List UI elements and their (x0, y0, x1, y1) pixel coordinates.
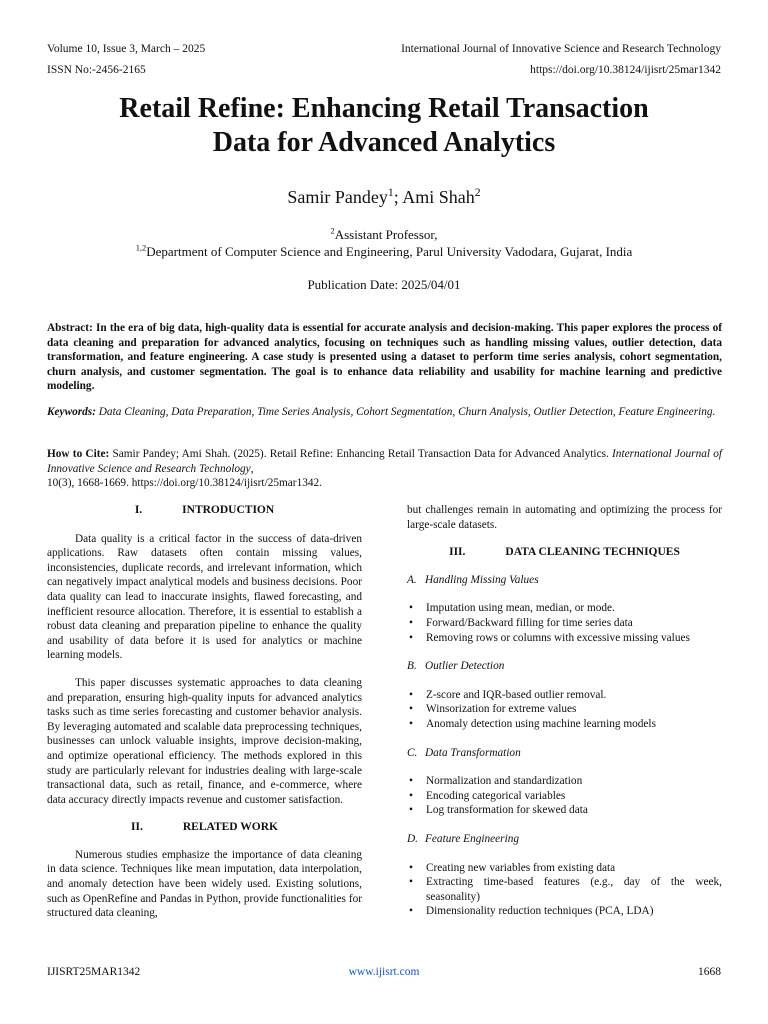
list-item: • Creating new variables from existing data (407, 861, 722, 876)
affiliation-title: Assistant Professor, (334, 227, 438, 242)
bullet-list-feature-engineering (407, 861, 722, 919)
list-item: • Log transformation for skewed data (407, 803, 722, 818)
header-volume: Volume 10, Issue 3, March – 2025 (47, 43, 206, 55)
list-item: • Anomaly detection using machine learning models (407, 717, 722, 732)
list-item: • Winsorization for extreme values (407, 702, 722, 717)
intro-paragraph-2: This paper discusses systematic approaches to data cleaning and preparation, ensuring high-quality inputs for advanced analytics tasks such as time series forecasting and customer behavior analysis. By leveraging automated and scalable data preprocessing techniques, businesses can unlock valuable insights, improve decision-making, and optimize operational efficiency. The methods explored in this study are particularly relevant for industries dealing with large-scale transactional data, such as retail, finance, and e-commerce, where data accuracy directly impacts revenue and customer satisfaction. (47, 676, 362, 806)
list-item: • Removing rows or columns with excessive missing values (407, 631, 722, 646)
section-title: RELATED WORK (182, 821, 278, 834)
paper-title-line2: Data for Advanced Analytics (212, 127, 556, 158)
keywords (47, 405, 722, 420)
section-number: I. (134, 504, 143, 516)
section-number: III. (449, 546, 466, 559)
author-line (0, 187, 768, 208)
bullet-list-missing-values (407, 601, 722, 645)
left-column (47, 503, 362, 921)
subsection-heading-outlier-detection: B. Outlier Detection (407, 660, 505, 673)
right-column (407, 503, 722, 919)
paper-title (0, 92, 768, 160)
author-1: Samir Pandey (287, 187, 388, 207)
subsection-heading-data-transformation: C. Data Transformation (407, 746, 521, 759)
author-2-sup: 2 (474, 186, 481, 199)
section-number: II. (131, 821, 143, 834)
header-journal: International Journal of Innovative Science and Research Technology (401, 43, 721, 55)
header-doi: https://doi.org/10.38124/ijisrt/25mar1342 (530, 64, 721, 76)
list-item: • Extracting time-based features (e.g., day of the week, seasonality) (407, 875, 722, 904)
affiliation-sup1: 2 (330, 225, 335, 236)
subsection-heading-missing-values: A. Handling Missing Values (407, 573, 539, 586)
author-1-sup: 1 (387, 186, 394, 199)
author-2: Ami Shah (402, 187, 475, 207)
cite-text-end: , (250, 462, 254, 475)
list-item: • Imputation using mean, median, or mode. (407, 601, 722, 616)
list-item: • Forward/Backward filling for time series data (407, 616, 722, 631)
subsection-heading-feature-engineering: D. Feature Engineering (407, 832, 520, 845)
cite-journal: International Journal of Innovative Science and Research Technology (47, 448, 722, 475)
section-heading-related-work (47, 820, 362, 835)
footer-paper-id: IJISRT25MAR1342 (47, 966, 141, 978)
footer-page-number: 1668 (698, 966, 721, 978)
affiliation-line2 (0, 244, 768, 260)
how-to-cite (47, 447, 722, 491)
related-paragraph-continued: but challenges remain in automating and optimizing the process for large-scale datasets. (407, 504, 722, 531)
paper-title-line1: Retail Refine: Enhancing Retail Transaction (119, 93, 649, 124)
affiliation-dept: Department of Computer Science and Engineering, Parul University Vadodara, Gujarat, India (146, 244, 633, 259)
cite-label: How to Cite: (47, 448, 110, 460)
publication-date: Publication Date: 2025/04/01 (307, 277, 461, 292)
affiliation-sup2: 1,2 (135, 242, 147, 253)
section-title: INTRODUCTION (182, 504, 275, 516)
list-item: • Dimensionality reduction techniques (PCA, LDA) (407, 904, 722, 919)
affiliation-line1 (0, 227, 768, 243)
section-heading-data-cleaning (407, 545, 722, 560)
abstract-label: Abstract: (47, 322, 93, 334)
keywords-text: Data Cleaning, Data Preparation, Time Series Analysis, Cohort Segmentation, Churn Analysis, Outlier Detection, Feature Engineering. (95, 406, 716, 418)
bullet-list-outlier-detection (407, 688, 722, 732)
intro-paragraph-1: Data quality is a critical factor in the success of data-driven applications. Raw datasets often contain missing values, inconsistencies, duplicate records, and irrelevant information, which can negatively impact analytical models and business decisions. Poor data quality can lead to inaccurate insights, flawed forecasting, and inefficient resource allocation. Therefore, it is essential to establish a robust data cleaning and preparation pipeline to enhance the quality and usability of data before it is used for analytics or machine learning models. (47, 532, 362, 662)
abstract-text: In the era of big data, high-quality data is essential for accurate analysis and decision-making. This paper explores the process of data cleaning and preparation for advanced analytics, focusing on techniques such as handling missing values, outlier detection, data transformation, and feature engineering. A case study is presented using a dataset to perform time series analysis, cohort segmentation, churn analysis, and customer segmentation. The goal is to enhance data reliability and usability for machine learning and predictive modeling. (47, 322, 722, 393)
abstract (47, 321, 722, 394)
list-item: • Normalization and standardization (407, 774, 722, 789)
header-issn: ISSN No:-2456-2165 (47, 64, 146, 76)
keywords-label: Keywords: (47, 406, 96, 418)
author-separator: ; (393, 187, 403, 207)
section-heading-introduction (47, 503, 362, 518)
bullet-list-data-transformation (407, 774, 722, 818)
section-title: DATA CLEANING TECHNIQUES (505, 546, 680, 559)
cite-line2: 10(3), 1668-1669. https://doi.org/10.38124/ijisrt/25mar1342. (47, 477, 322, 490)
cite-text: Samir Pandey; Ami Shah. (2025). Retail Refine: Enhancing Retail Transaction Data for Advanced Analytics. (109, 448, 613, 460)
list-item: • Encoding categorical variables (407, 789, 722, 804)
list-item: • Z-score and IQR-based outlier removal. (407, 688, 722, 703)
related-paragraph-1: Numerous studies emphasize the importance of data cleaning in data science. Techniques like mean imputation, data interpolation, and anomaly detection have been widely used. Existing solutions, such as OpenRefine and Pandas in Python, provide functionalities for structured data cleaning, (47, 848, 362, 920)
footer-website-link[interactable]: www.ijisrt.com (348, 966, 420, 978)
